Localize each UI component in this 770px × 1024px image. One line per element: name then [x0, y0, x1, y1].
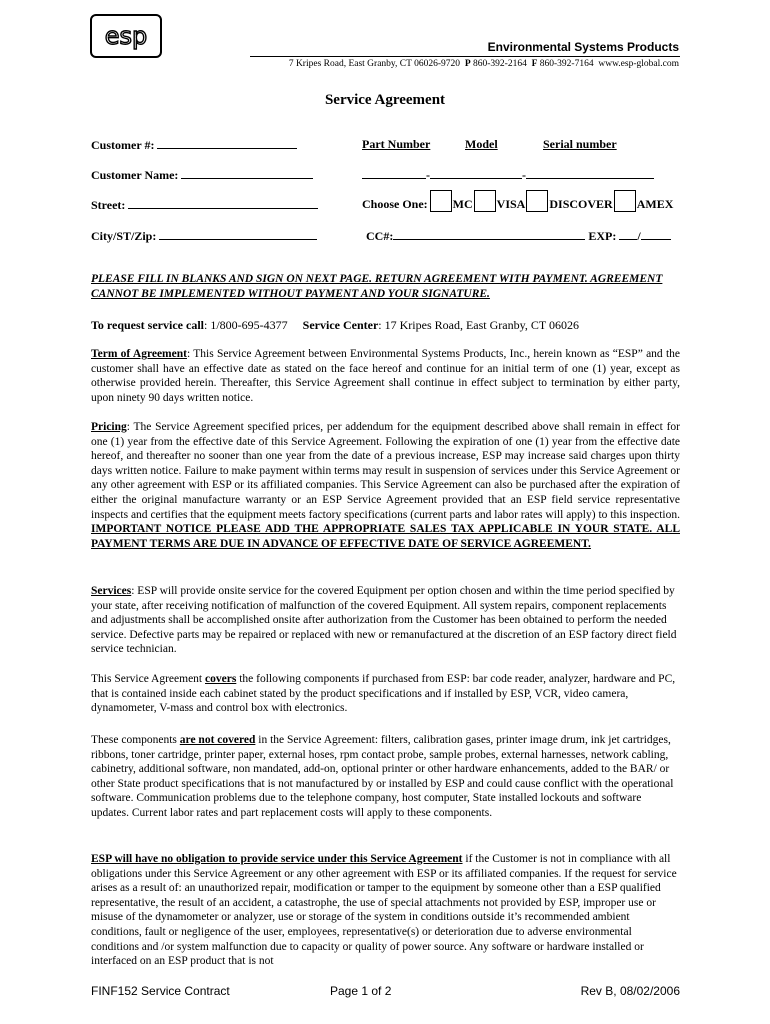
model-label: Model — [465, 137, 498, 151]
city-label: City/ST/Zip: — [91, 229, 157, 243]
company-address-line — [289, 59, 679, 69]
covers-post: the following components if purchased from ESP: bar code reader, analyzer, hardware and PC, that is contained inside each cabinet stated by the product specifications and if installed by ESP, VCR, video camera, dynamometer, V-mass and control box with electronics. — [91, 673, 676, 715]
service-center-address: : 17 Kripes Road, East Granby, CT 06026 — [378, 318, 579, 332]
service-call-number: : 1/800-695-4377 — [203, 318, 288, 332]
city-blank[interactable] — [159, 228, 317, 240]
pricing-paragraph — [91, 420, 680, 551]
svg-text:esp: esp — [104, 22, 148, 50]
no-obligation-paragraph — [91, 852, 680, 969]
footer-form-id: FINF152 Service Contract — [91, 984, 230, 998]
service-contact-line — [91, 318, 579, 333]
customer-name-label: Customer Name: — [91, 168, 179, 182]
credit-card-field[interactable] — [366, 228, 671, 244]
street-label: Street: — [91, 198, 126, 212]
service-center-label: Service Center — [302, 318, 379, 332]
term-of-agreement-paragraph — [91, 347, 680, 405]
services-paragraph — [91, 584, 680, 657]
discover-checkbox[interactable] — [526, 190, 548, 212]
not-covered-pre: These components — [91, 734, 180, 746]
exp-year-blank[interactable] — [641, 228, 671, 240]
pricing-important-notice: IMPORTANT NOTICE PLEASE ADD THE APPROPRIATE SALES TAX APPLICABLE IN YOUR STATE. ALL PAYMENT TERMS ARE DUE IN ADVANCE OF EFFECTIVE DATE OF SERVICE AGREEMENT. — [91, 523, 680, 550]
company-website: www.esp-global.com — [598, 59, 679, 69]
pricing-text: : The Service Agreement specified prices, per addendum for the equipment described above shall remain in effect for one (1) year from the effective date of this Service Agreement. Following the expiration of one (1) year from the effective date hereof, and thereafter no sooner than one year from the date of a previous increase, ESP may increase said charges upon thirty days written notice. Failure to make payment within terms may result in suspension of services under this Service Agreement or any other agreement with ESP or its affiliated companies. This Service Agreement can also be purchased after the expiration of either the original manufacture warranty or an ESP Service Agreement provided that an ESP field service representative inspects and certifies that the equipment meets factory specifications (current parts and labor rates will apply) to this inspection. — [91, 421, 680, 521]
not-covered-paragraph — [91, 733, 680, 821]
esp-logo-mark — [96, 21, 156, 51]
company-phone: 860-392-2164 — [473, 59, 527, 69]
fax-label: F — [531, 59, 538, 69]
serial-number-label: Serial number — [543, 137, 617, 151]
serial-number-blank[interactable] — [526, 167, 654, 179]
phone-label: P — [464, 59, 471, 69]
discover-label: DISCOVER — [549, 197, 613, 211]
payment-method-selector[interactable] — [362, 190, 673, 212]
term-text: : This Service Agreement between Environmental Systems Products, Inc., herein known as “ESP” and the customer shall have an effective date as stated on the face hereof and continue for an initial term of one (1) year, except as otherwise provided herein. Thereafter, this Service Agreement shall continue in effect subject to termination by either party, upon ninety 90 days written notice. — [91, 348, 680, 404]
customer-name-field[interactable] — [91, 167, 313, 183]
header-divider — [250, 56, 680, 57]
mc-label: MC — [452, 197, 473, 211]
footer-revision: Rev B, 08/02/2006 — [580, 984, 680, 998]
choose-one-label: Choose One: — [362, 197, 428, 211]
services-text: : ESP will provide onsite service for the covered Equipment per option chosen and within the time period specified by your state, after receiving notification of malfunction of the covered Equipment. All system repairs, component replacements and adjustments shall be accomplished onsite after authorization from the Customer has been obtained to perform the needed service. Defective parts may be repaired or replaced with new or remanufactured at the discretion of an ESP factory direct field service technician. — [91, 585, 677, 656]
street-blank[interactable] — [128, 197, 318, 209]
page-title: Service Agreement — [324, 92, 446, 108]
amex-label: AMEX — [636, 197, 674, 211]
customer-number-field[interactable] — [91, 137, 297, 153]
exp-slash: / — [637, 229, 641, 243]
service-call-label: To request service call — [91, 318, 204, 332]
covered-components-paragraph — [91, 672, 680, 716]
company-name: Environmental Systems Products — [487, 40, 679, 54]
street-field[interactable] — [91, 197, 318, 213]
dash-1: - — [426, 168, 430, 182]
customer-number-label: Customer #: — [91, 138, 155, 152]
mc-checkbox[interactable] — [430, 190, 452, 212]
visa-checkbox[interactable] — [474, 190, 496, 212]
exp-label: EXP: — [588, 229, 617, 243]
part-model-serial-field[interactable] — [362, 167, 654, 183]
no-obligation-heading: ESP will have no obligation to provide service under this Service Agreement — [91, 853, 463, 865]
cc-label: CC#: — [366, 229, 394, 243]
city-field[interactable] — [91, 228, 317, 244]
dash-2: - — [522, 168, 526, 182]
customer-number-blank[interactable] — [157, 137, 297, 149]
company-address: 7 Kripes Road, East Granby, CT 06026-9720 — [288, 59, 461, 69]
amex-checkbox[interactable] — [614, 190, 636, 212]
part-number-label: Part Number — [362, 137, 431, 151]
part-number-blank[interactable] — [362, 167, 426, 179]
not-covered-word: are not covered — [179, 734, 256, 746]
pricing-heading: Pricing — [91, 421, 127, 433]
term-heading: Term of Agreement — [91, 348, 187, 360]
exp-month-blank[interactable] — [619, 228, 637, 240]
cc-number-blank[interactable] — [393, 228, 585, 240]
company-fax: 860-392-7164 — [539, 59, 594, 69]
fill-in-notice: PLEASE FILL IN BLANKS AND SIGN ON NEXT PAGE. RETURN AGREEMENT WITH PAYMENT. AGREEMENT CANNOT BE IMPLEMENTED WITHOUT PAYMENT AND YOUR SIGNATURE. — [91, 273, 663, 300]
model-blank[interactable] — [430, 167, 522, 179]
covers-pre: This Service Agreement — [91, 673, 206, 685]
not-covered-post: in the Service Agreement: filters, calibration gases, printer image drum, ink jet cartridges, ribbons, toner cartridge, printer paper, external hoses, rpm contact probe, sample probes, external harnesses, network cabling, cabinetry, additional software, non mandated, add-on, optional printer or other hardware enhancements, added to the BAR/ or other State product specifications that is not manufactured by or installed by ESP and could cause conflict with the operational software. Communication problems due to the telephone company, host computer, State installed lockouts and software updates. Current labor rates and part replacement costs will apply to these components. — [91, 734, 674, 819]
esp-logo — [90, 14, 162, 58]
services-heading: Services — [91, 585, 132, 597]
footer-page-number: Page 1 of 2 — [330, 984, 392, 998]
covers-word: covers — [205, 673, 237, 685]
customer-name-blank[interactable] — [181, 167, 313, 179]
no-obligation-text: if the Customer is not in compliance with all obligations under this Service Agreement or any other agreement with ESP or its affiliated companies. If the request for service arises as a result of: an unauthorized repair, modification or tamper to the equipment by someone other than a ESP qualified representative, the result of an accident, a catastrophe, the use of special attachments not provided by ESP, improper use or misuse of the dynamometer or analyzer, use or storage of the system in conditions outside it’s recommended ambient conditions, fault or negligence of the user, employees, representative(s) or deterioration due to adverse environmental conditions and /or system malfunction due to capacity or quality of power source. Any software or hardware installed or interfaced on an ESP product that is not — [91, 853, 677, 968]
visa-label: VISA — [496, 197, 526, 211]
